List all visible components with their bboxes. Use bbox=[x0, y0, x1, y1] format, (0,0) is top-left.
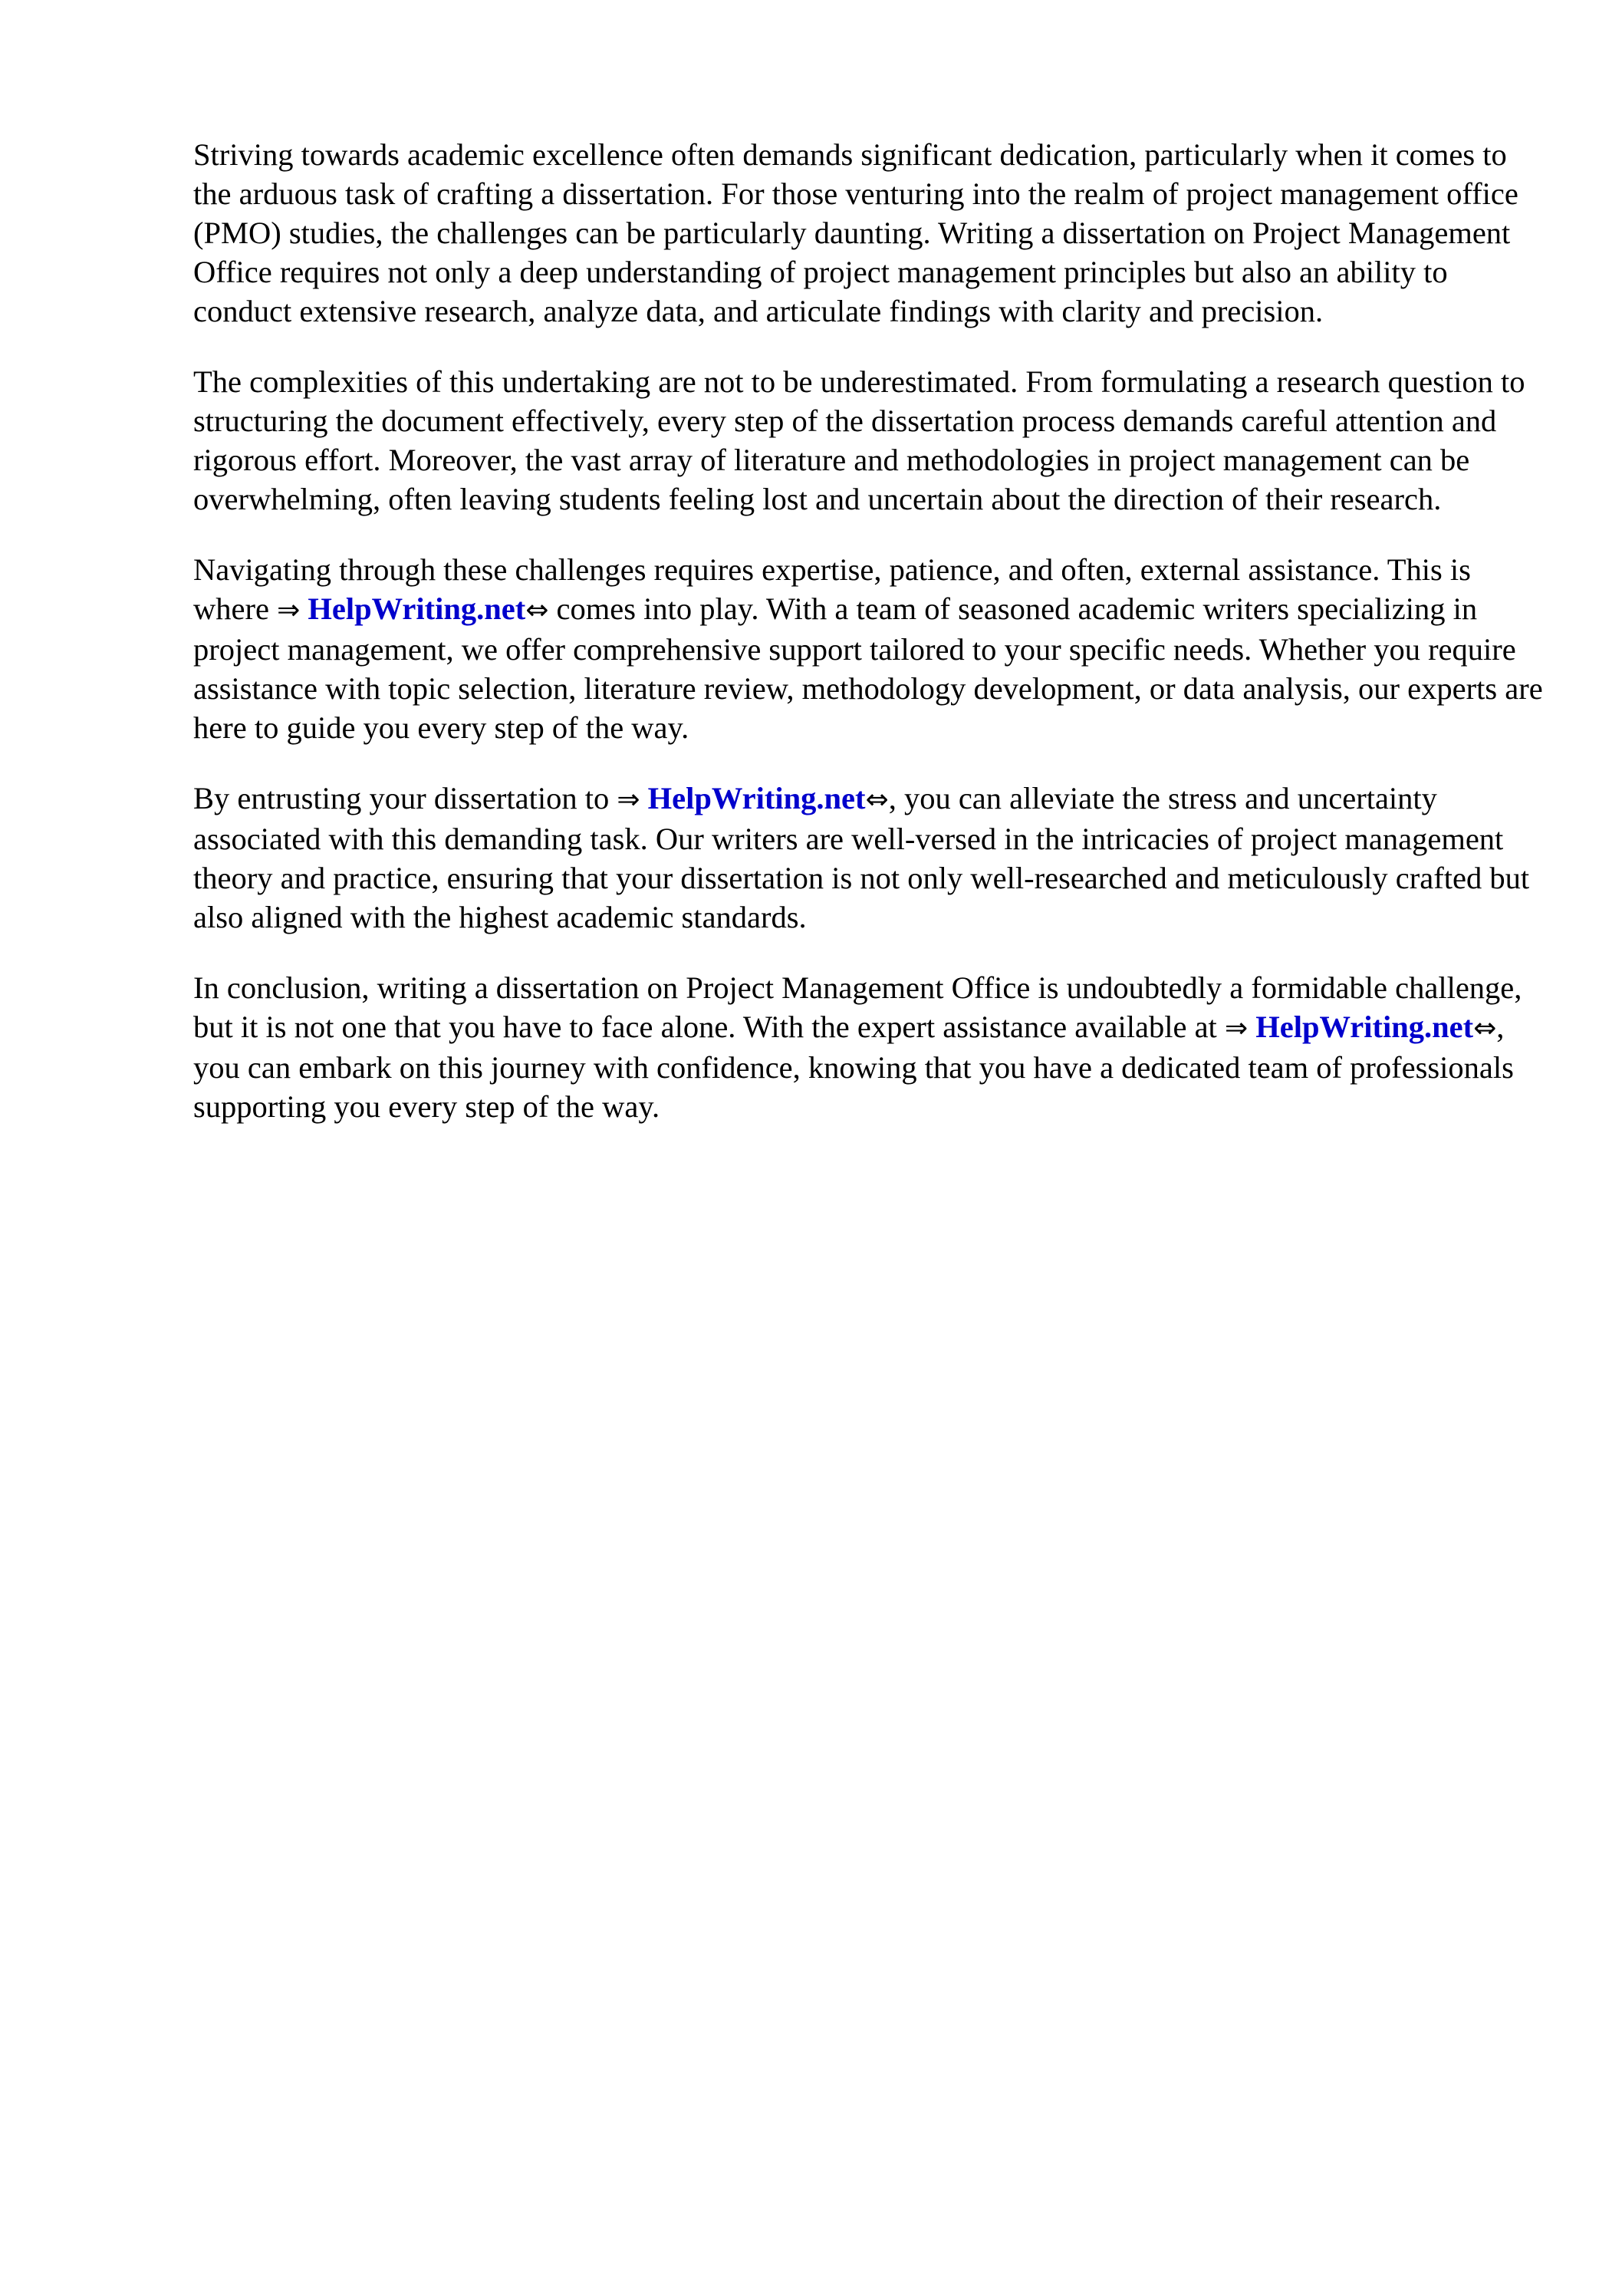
right-double-arrow-icon: ⇒ bbox=[617, 784, 640, 815]
left-right-double-arrow-icon: ⇔ bbox=[865, 784, 889, 815]
paragraph-text-after-link: comes into play. With a team of seasoned academic writers specializing in project management, we offer comprehensive support tailored to your specific needs. Whether you require assistance with topic selection, literature review, methodology development, or data analysis, our experts are here to guide you every step of the way. bbox=[193, 591, 1543, 745]
left-right-double-arrow-icon: ⇔ bbox=[525, 595, 549, 626]
paragraph-text-before-link: In conclusion, writing a dissertation on Project Management Office is undoubtedly a formidable challenge, but it is not one that you have to face alone. With the expert assistance available at bbox=[193, 970, 1522, 1044]
helpwriting-link[interactable]: HelpWriting.net bbox=[308, 591, 526, 626]
paragraph-navigating bbox=[193, 550, 1543, 747]
helpwriting-link[interactable]: HelpWriting.net bbox=[647, 781, 866, 815]
paragraph-entrusting bbox=[193, 779, 1543, 937]
right-double-arrow-icon: ⇒ bbox=[1224, 1013, 1249, 1044]
document-page bbox=[193, 135, 1543, 1158]
paragraph-text-after-link: , you can embark on this journey with confidence, knowing that you have a dedicated team of professionals supporting you every step of the way. bbox=[193, 1010, 1514, 1124]
left-right-double-arrow-icon: ⇔ bbox=[1473, 1013, 1497, 1044]
right-double-arrow-icon: ⇒ bbox=[277, 595, 301, 626]
paragraph-text-before-link: Navigating through these challenges requires expertise, patience, and often, external assistance. This is where bbox=[193, 552, 1471, 626]
paragraph-text-before-link: By entrusting your dissertation to bbox=[193, 781, 617, 815]
helpwriting-link[interactable]: HelpWriting.net bbox=[1255, 1010, 1474, 1044]
paragraph-conclusion bbox=[193, 968, 1543, 1126]
paragraph-text-after-link: , you can alleviate the stress and uncertainty associated with this demanding task. Our writers are well-versed in the intricacies of project management theory and practice, ensuring that your dissertation is not only well-researched and meticulously crafted but also aligned with the highest academic standards. bbox=[193, 781, 1530, 934]
paragraph-complexities: The complexities of this undertaking are not to be underestimated. From formulating a research question to structuring the document effectively, every step of the dissertation process demands careful attention and rigorous effort. Moreover, the vast array of literature and methodologies in project management can be overwhelming, often leaving students feeling lost and uncertain about the direction of their research. bbox=[193, 364, 1525, 516]
paragraph-intro: Striving towards academic excellence often demands significant dedication, particularly when it comes to the arduous task of crafting a dissertation. For those venturing into the realm of project management office (PMO) studies, the challenges can be particularly daunting. Writing a dissertation on Project Management Office requires not only a deep understanding of project management principles but also an ability to conduct extensive research, analyze data, and articulate findings with clarity and precision. bbox=[193, 137, 1518, 328]
